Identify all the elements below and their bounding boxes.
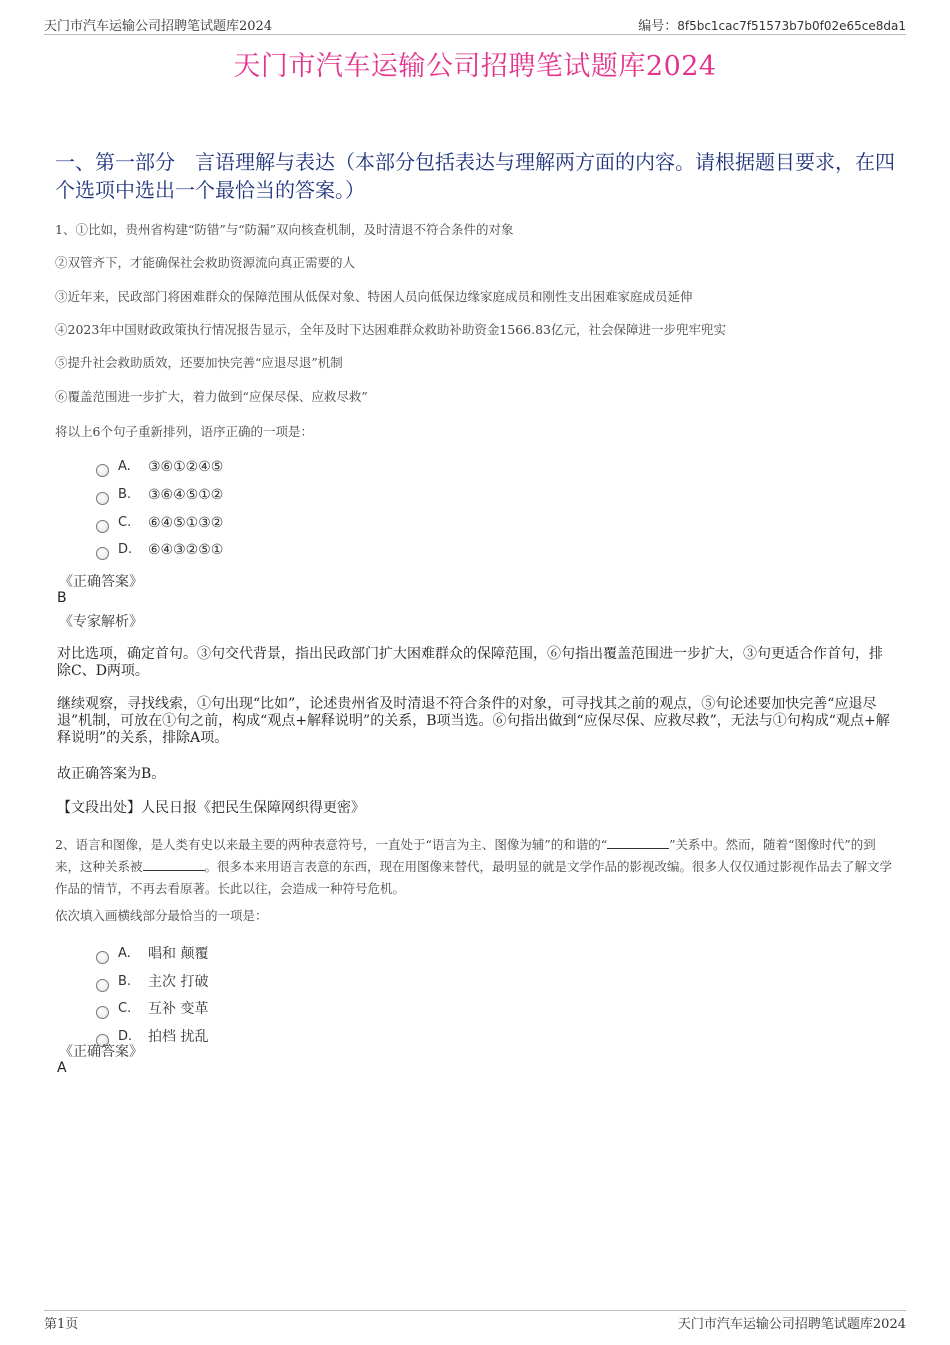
q2-stem-part-1: 2、语言和图像，是人类有史以来最主要的两种表意符号，一直处于“语言为主、图像为辅”的和谐的“	[55, 837, 608, 852]
option-text: 拍档 扰乱	[148, 1029, 209, 1045]
q2-answer-value: A	[57, 1060, 67, 1076]
q1-line-6: ⑥覆盖范围进一步扩大，着力做到“应保尽保、应救尽救”	[55, 389, 368, 404]
q1-line-3: ③近年来，民政部门将困难群众的保障范围从低保对象、特困人员向低保边缘家庭成员和刚性支出困难家庭成员延伸	[55, 289, 693, 304]
radio-icon[interactable]	[96, 520, 109, 533]
page-title: 天门市汽车运输公司招聘笔试题库2024	[233, 51, 717, 82]
q2-stem-part-3: 。很多本来用语言表意的东西，现在用图像来替代，最明显的就是文学作品的影视改编。很多人仅仅通过影视作品去了解文学作品的情节，不再去看原著。长此以往，会造成一种符号危机。	[55, 859, 893, 896]
q1-line-5: ⑤提升社会救助质效，还要加快完善“应退尽退”机制	[55, 355, 343, 370]
header-code-value: 8f5bc1cac7f51573b7b0f02e65ce8da1	[677, 19, 906, 33]
option-text: ⑥④③②⑤①	[148, 542, 224, 558]
header-code-label: 编号：	[638, 19, 678, 34]
radio-icon[interactable]	[96, 951, 109, 964]
q1-line-2: ②双管齐下，才能确保社会救助资源流向真正需要的人	[55, 255, 356, 270]
q1-analysis-tag: 《专家解析》	[59, 614, 143, 630]
q1-option-c[interactable]	[96, 512, 223, 534]
q2-stem	[55, 834, 895, 900]
q1-option-a[interactable]	[96, 456, 223, 478]
q1-analysis-para-2: 继续观察，寻找线索，①句出现“比如”，论述贵州省及时清退不符合条件的对象，可寻找其之前的观点，⑤句论述要加快完善“应退尽退”机制，可放在①句之前，构成“观点+解释说明”的关系，B项当选。⑥句指出做到“应保尽保、应救尽救”，无法与①句构成“观点+解释说明”的关系，排除A项。	[57, 696, 890, 746]
q1-source: 【文段出处】人民日报《把民生保障网织得更密》	[57, 800, 365, 816]
radio-icon[interactable]	[96, 464, 109, 477]
option-text: ⑥④⑤①③②	[148, 515, 224, 531]
q1-option-d[interactable]	[96, 539, 223, 561]
option-label: D.	[118, 542, 133, 557]
section-heading: 一、第一部分 言语理解与表达（本部分包括表达与理解两方面的内容。请根据题目要求，在四个选项中选出一个最恰当的答案。）	[55, 150, 895, 202]
option-label: C.	[118, 515, 132, 530]
option-text: ③⑥①②④⑤	[148, 459, 224, 475]
option-text: 唱和 颠覆	[148, 946, 209, 962]
q1-answer-tag: 《正确答案》	[59, 574, 143, 590]
q2-blank-1	[607, 836, 669, 849]
q2-option-b[interactable]	[96, 971, 208, 993]
option-label: D.	[118, 1029, 133, 1044]
q1-answer-value: B	[57, 590, 67, 606]
footer-doc-title: 天门市汽车运输公司招聘笔试题库2024	[677, 1317, 906, 1332]
q2-stem-part-2: ”关系中。然而，随着“图像时代”的到来，这种关系被	[55, 837, 876, 874]
q1-analysis-para-3: 故正确答案为B。	[57, 766, 166, 782]
radio-icon[interactable]	[96, 979, 109, 992]
option-label: B.	[118, 974, 132, 989]
header-doc-title: 天门市汽车运输公司招聘笔试题库2024	[44, 19, 273, 34]
option-text: 主次 打破	[148, 974, 209, 990]
q1-line-1: 1、①比如，贵州省构建“防错”与“防漏”双向核查机制，及时清退不符合条件的对象	[55, 222, 514, 237]
option-label: A.	[118, 459, 131, 474]
option-label: C.	[118, 1001, 132, 1016]
option-text: 互补 变革	[148, 1001, 209, 1017]
q2-prompt: 依次填入画横线部分最恰当的一项是：	[55, 908, 268, 923]
option-label: B.	[118, 487, 132, 502]
q1-line-4: ④2023年中国财政政策执行情况报告显示，全年及时下达困难群众救助补助资金1566.83亿元，社会保障进一步兜牢兜实	[55, 322, 727, 337]
q1-analysis-para-1: 对比选项，确定首句。③句交代背景，指出民政部门扩大困难群众的保障范围，⑥句指出覆盖范围进一步扩大，③句更适合作首句，排除C、D两项。	[57, 646, 883, 679]
radio-icon[interactable]	[96, 492, 109, 505]
q1-prompt: 将以上6个句子重新排列，语序正确的一项是：	[55, 424, 313, 439]
q2-option-a[interactable]	[96, 943, 208, 965]
header-doc-code	[638, 15, 906, 34]
option-label: A.	[118, 946, 131, 961]
footer-divider	[44, 1310, 906, 1311]
q2-answer-tag: 《正确答案》	[59, 1044, 143, 1060]
radio-icon[interactable]	[96, 1006, 109, 1019]
q1-option-b[interactable]	[96, 484, 223, 506]
header-divider	[44, 34, 906, 35]
q2-blank-2	[143, 858, 205, 871]
q2-option-c[interactable]	[96, 998, 208, 1020]
option-text: ③⑥④⑤①②	[148, 487, 224, 503]
footer-page-number: 第1页	[44, 1317, 79, 1332]
radio-icon[interactable]	[96, 547, 109, 560]
